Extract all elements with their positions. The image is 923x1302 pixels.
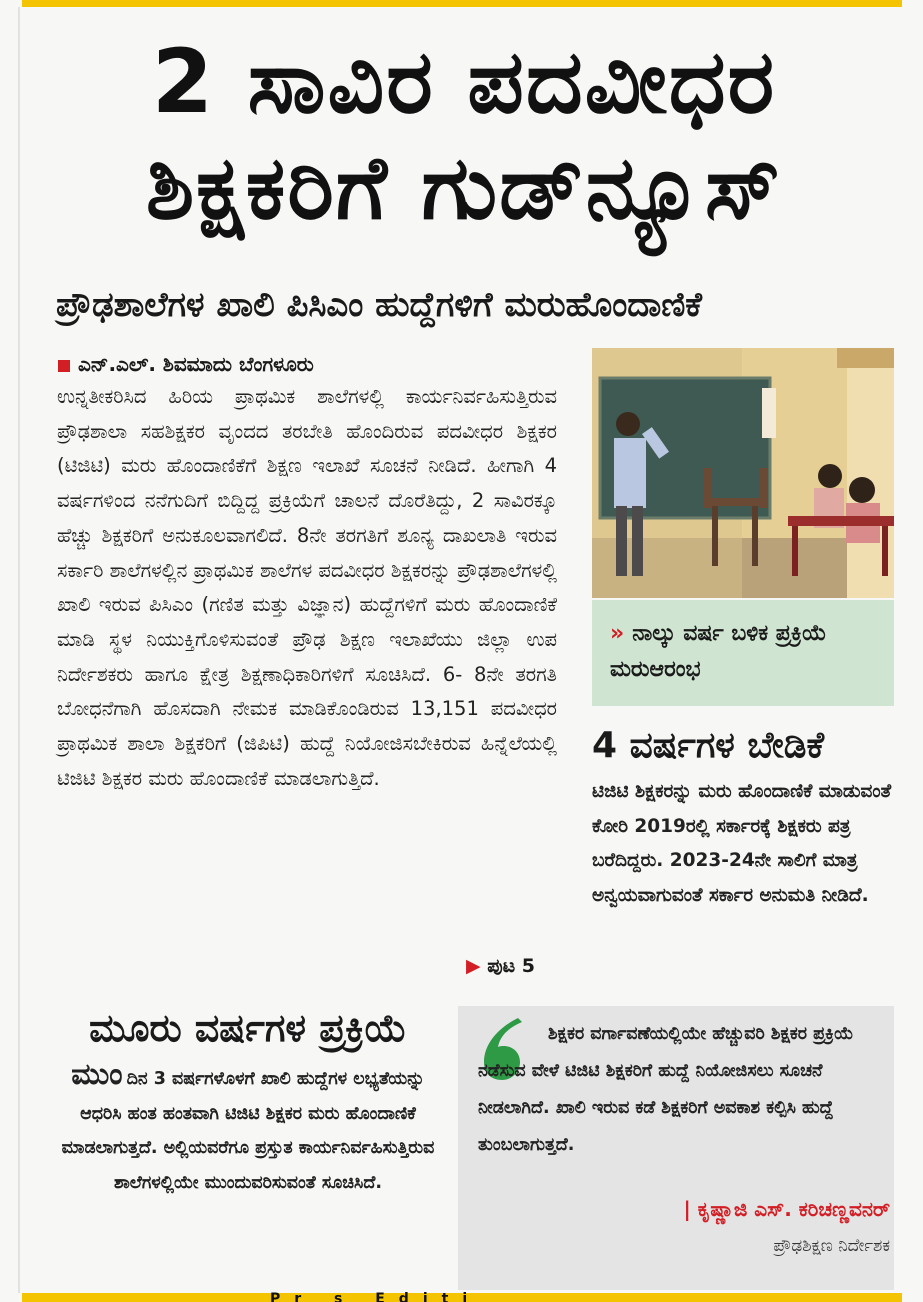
page-edge-line xyxy=(18,7,20,1293)
red-square-icon xyxy=(58,360,70,372)
callout-label: ನಾಲ್ಕು ವರ್ಷ ಬಳಿಕ ಪ್ರಕ್ರಿಯೆ ಮರುಆರಂಭ xyxy=(610,621,827,682)
classroom-illustration xyxy=(592,348,894,598)
headline-line-1: 2 ಸಾವಿರ ಪದವೀಧರ xyxy=(151,30,777,133)
callout-text xyxy=(610,616,882,688)
footer-text: Pr s Editi xyxy=(270,1291,482,1302)
top-accent-bar xyxy=(22,0,902,7)
subheadline: ಪ್ರೌಢಶಾಲೆಗಳ ಖಾಲಿ ಪಿಸಿಎಂ ಹುದ್ದೆಗಳಿಗೆ ಮರುಹೊಂದಾಣಿಕೆ xyxy=(56,285,702,325)
headline-line-2: ಶಿಕ್ಷಕರಿಗೆ ಗುಡ್‌ನ್ಯೂಸ್ xyxy=(145,136,783,239)
byline-text: ಎನ್.ಎಲ್. ಶಿವಮಾದು ಬೆಂಗಳೂರು xyxy=(78,352,314,376)
page-reference xyxy=(466,952,535,980)
side-story-body: ಟಿಜಿಟಿ ಶಿಕ್ಷಕರನ್ನು ಮರು ಹೊಂದಾಣಿಕೆ ಮಾಡುವಂತೆ ಕೋರಿ 2019ರಲ್ಲಿ ಸರ್ಕಾರಕ್ಕೆ ಶಿಕ್ಷಕರು ಪತ್ರ ಬರೆದಿದ್ದರು. 2023-24ನೇ ಸಾಲಿಗೆ ಮಾತ್ರ ಅನ್ವಯವಾಗುವಂತೆ ಸರ್ಕಾರ ಅನುಮತಿ ನೀಡಿದೆ. xyxy=(592,781,892,906)
quote-author-role: ಪ್ರೌಢಶಿಕ್ಷಣ ನಿರ್ದೇಶಕ xyxy=(773,1236,890,1256)
drop-cap: ಮುಂ xyxy=(71,1057,123,1092)
side-story-heading: 4 ವರ್ಷಗಳ ಬೇಡಿಕೆ xyxy=(592,725,825,766)
byline xyxy=(58,350,314,378)
quote-text xyxy=(478,1016,880,1164)
page-reference-text: ಪುಟ 5 xyxy=(487,955,535,977)
callout-box xyxy=(592,600,894,706)
double-chevron-icon: » xyxy=(610,621,625,646)
classroom-photo xyxy=(592,348,894,598)
main-article-body: ಉನ್ನತೀಕರಿಸಿದ ಹಿರಿಯ ಪ್ರಾಥಮಿಕ ಶಾಲೆಗಳಲ್ಲಿ ಕಾರ್ಯನಿರ್ವಹಿಸುತ್ತಿರುವ ಪ್ರೌಢಶಾಲಾ ಸಹಶಿಕ್ಷಕರ ವೃಂದದ ತರಬೇತಿ ಹೊಂದಿರುವ ಪದವೀಧರ ಶಿಕ್ಷಕರ (ಟಿಜಿಟಿ) ಮರು ಹೊಂದಾಣಿಕೆಗೆ ಶಿಕ್ಷಣ ಇಲಾಖೆ ಸೂಚನೆ ನೀಡಿದೆ. ಹೀಗಾಗಿ 4 ವರ್ಷಗಳಿಂದ ನನೆಗುದಿಗೆ ಬಿದ್ದಿದ್ದ ಪ್ರಕ್ರಿಯೆಗೆ ಚಾಲನೆ ದೊರೆತಿದ್ದು, 2 ಸಾವಿರಕ್ಕೂ ಹೆಚ್ಚು ಶಿಕ್ಷಕರಿಗೆ ಅನುಕೂಲವಾಗಲಿದೆ. 8ನೇ ತರಗತಿಗೆ ಶೂನ್ಯ ದಾಖಲಾತಿ ಇರುವ ಸರ್ಕಾರಿ ಶಾಲೆಗಳಲ್ಲಿನ ಪ್ರಾಥಮಿಕ ಶಾಲೆಗಳ ಪದವೀಧರ ಶಿಕ್ಷಕರನ್ನು ಪ್ರೌಢಶಾಲೆಗಳಲ್ಲಿ ಖಾಲಿ ಇರುವ ಪಿಸಿಎಂ (ಗಣಿತ ಮತ್ತು ವಿಜ್ಞಾನ) ಹುದ್ದೆಗಳಿಗೆ ಮರು ಹೊಂದಾಣಿಕೆ ಮಾಡಿ ಸ್ಥಳ ನಿಯುಕ್ತಿಗೊಳಿಸುವಂತೆ ಪ್ರೌಢ ಶಿಕ್ಷಣ ಇಲಾಖೆಯು ಜಿಲ್ಲಾ ಉಪ ನಿರ್ದೇಶಕರು ಹಾಗೂ ಕ್ಷೇತ್ರ ಶಿಕ್ಷಣಾಧಿಕಾರಿಗಳಿಗೆ ಸೂಚಿಸಿದೆ. 6- 8ನೇ ತರಗತಿ ಬೋಧನೆಗಾಗಿ ಹೊಸದಾಗಿ ನೇಮಕ ಮಾಡಿಕೊಂಡಿರುವ 13,151 ಪದವೀಧರ ಪ್ರಾಥಮಿಕ ಶಾಲಾ ಶಿಕ್ಷಕರಿಗೆ (ಜಿಪಿಟಿ) ಹುದ್ದೆ ನಿಯೋಜಿಸಬೇಕಿರುವ ಹಿನ್ನೆಲೆಯಲ್ಲಿ ಟಿಜಿಟಿ ಶಿಕ್ಷಕರ ಮರು ಹೊಂದಾಣಿಕೆ ಮಾಡಲಾಗುತ್ತಿದೆ. xyxy=(57,385,557,790)
second-story-text: ದಿನ 3 ವರ್ಷಗಳೊಳಗೆ ಖಾಲಿ ಹುದ್ದೆಗಳ ಲಭ್ಯತೆಯನ್ನು ಆಧರಿಸಿ ಹಂತ ಹಂತವಾಗಿ ಟಿಜಿಟಿ ಶಿಕ್ಷಕರ ಮರು ಹೊಂದಾಣಿಕೆ ಮಾಡಲಾಗುತ್ತದೆ. ಅಲ್ಲಿಯವರೆಗೂ ಪ್ರಸ್ತುತ ಕಾರ್ಯನಿರ್ವಹಿಸುತ್ತಿರುವ ಶಾಲೆಗಳಲ್ಲಿಯೇ ಮುಂದುವರಿಸುವಂತೆ ಸೂಚಿಸಿದೆ. xyxy=(61,1069,435,1193)
quote-body: ಶಿಕ್ಷಕರ ವರ್ಗಾವಣೆಯಲ್ಲಿಯೇ ಹೆಚ್ಚುವರಿ ಶಿಕ್ಷಕರ ಪ್ರಕ್ರಿಯೆ ನಡೆಸುವ ವೇಳೆ ಟಿಜಿಟಿ ಶಿಕ್ಷಕರಿಗೆ ಹುದ್ದೆ ನಿಯೋಜಿಸಲು ಸೂಚನೆ ನೀಡಲಾಗಿದೆ. ಖಾಲಿ ಇರುವ ಕಡೆ ಶಿಕ್ಷಕರಿಗೆ ಅವಕಾಶ ಕಲ್ಪಿಸಿ ಹುದ್ದೆ ತುಂಬಲಾಗುತ್ತದೆ. xyxy=(478,1024,854,1155)
quote-author: | ಕೃಷ್ಣಾಜಿ ಎಸ್. ಕರಿಚಣ್ಣವನರ್ xyxy=(683,1197,890,1221)
second-story-body xyxy=(58,1058,438,1200)
arrow-icon: ▶ xyxy=(466,955,488,977)
second-story-heading: ಮೂರು ವರ್ಷಗಳ ಪ್ರಕ್ರಿಯೆ xyxy=(89,1006,407,1050)
